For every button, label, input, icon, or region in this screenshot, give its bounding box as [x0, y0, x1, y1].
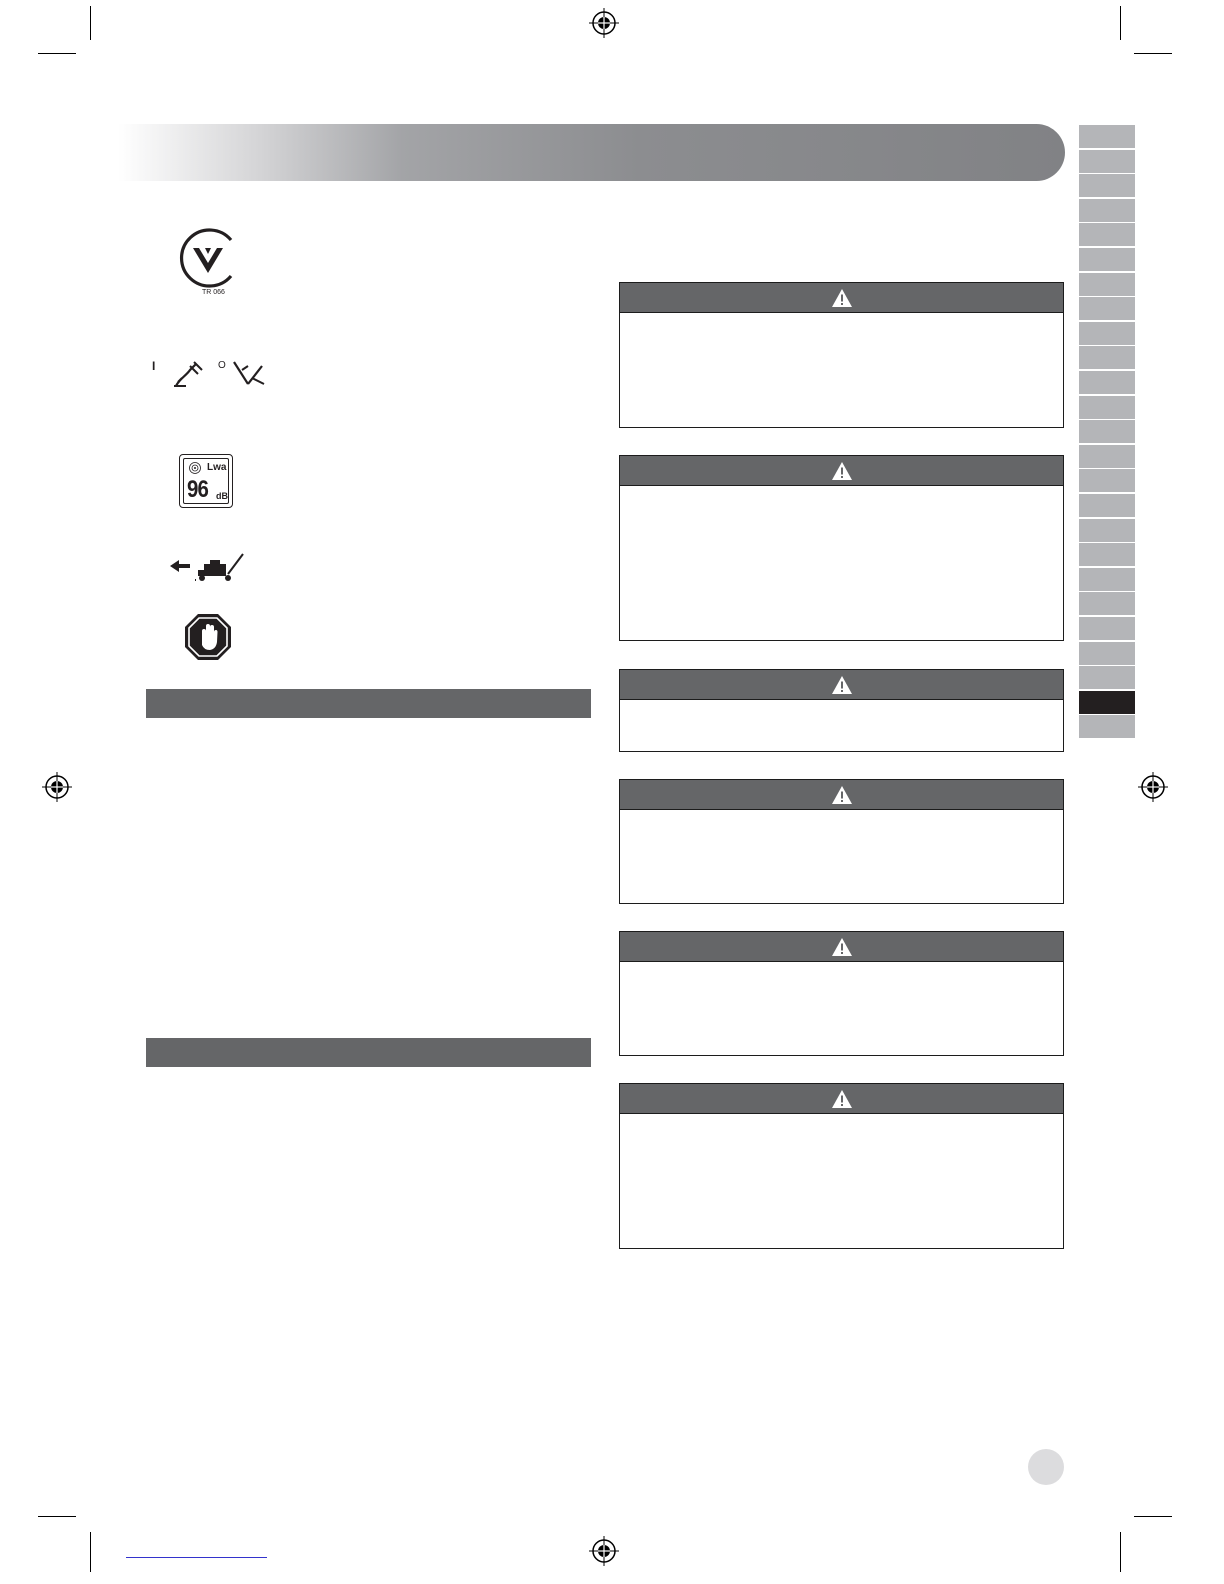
warning-box: [619, 779, 1064, 904]
side-index-tab: [1079, 592, 1135, 615]
crop-mark: [1134, 53, 1172, 54]
plug-connected-icon: [168, 356, 208, 390]
section-heading-bar: [146, 1038, 591, 1067]
sound-power-label: [179, 454, 233, 508]
side-index-tab: [1079, 273, 1135, 296]
side-index-tab: [1079, 617, 1135, 640]
warning-box-header: [620, 670, 1063, 700]
side-index-tab: [1079, 297, 1135, 320]
header-band: [118, 124, 1065, 181]
side-index-tab: [1079, 715, 1135, 738]
warning-box: [619, 282, 1064, 428]
warning-triangle-icon: [831, 675, 853, 695]
plug-disconnected-icon: [230, 356, 270, 390]
crop-mark: [90, 1532, 91, 1572]
side-index-tab: [1079, 666, 1135, 689]
side-index-tab: [1079, 543, 1135, 566]
warning-triangle-icon: [831, 937, 853, 957]
side-index-tab: [1079, 568, 1135, 591]
crop-mark: [1120, 1532, 1121, 1572]
crop-mark: [38, 1516, 76, 1517]
warning-box: [619, 931, 1064, 1056]
side-index-tab: [1079, 150, 1135, 173]
sound-power-value: 96: [187, 476, 208, 503]
switch-off-mark: O: [218, 360, 226, 371]
side-index-tab: [1079, 199, 1135, 222]
sound-power-unit: dB: [216, 491, 228, 501]
registration-mark-icon: [42, 772, 72, 802]
side-index-tab: [1079, 494, 1135, 517]
warning-box-header: [620, 780, 1063, 810]
side-index-tab: [1079, 445, 1135, 468]
mower-direction-icon: [170, 552, 246, 584]
side-index-tab: [1079, 322, 1135, 345]
switch-on-mark: I: [152, 359, 156, 373]
side-index-tab: [1079, 248, 1135, 271]
side-index-tab: [1079, 469, 1135, 492]
side-index-tab: [1079, 346, 1135, 369]
warning-triangle-icon: [831, 461, 853, 481]
certification-code: TR 066: [202, 289, 225, 296]
warning-box-header: [620, 932, 1063, 962]
warning-triangle-icon: [831, 785, 853, 805]
warning-box-header: [620, 283, 1063, 313]
warning-box-header: [620, 1084, 1063, 1114]
section-heading-bar: [146, 689, 591, 718]
registration-mark-icon: [1138, 772, 1168, 802]
warning-box: [619, 669, 1064, 752]
warning-box: [619, 455, 1064, 641]
side-index-tab: [1079, 125, 1135, 148]
warning-box: [619, 1083, 1064, 1249]
crop-mark: [1120, 6, 1121, 40]
footer-link[interactable]: [126, 1557, 267, 1558]
warning-triangle-icon: [831, 288, 853, 308]
warning-triangle-icon: [831, 1089, 853, 1109]
page-number-marker: [1028, 1449, 1064, 1485]
crop-mark: [38, 53, 76, 54]
side-index-tab: [1079, 371, 1135, 394]
warning-box-header: [620, 456, 1063, 486]
side-index-tab: [1079, 223, 1135, 246]
switch-symbols: [150, 356, 270, 392]
side-index-tab-active: [1079, 691, 1135, 714]
certification-mark-icon: [176, 226, 240, 290]
side-index-tab: [1079, 519, 1135, 542]
side-index-tab: [1079, 642, 1135, 665]
crop-mark: [1134, 1516, 1172, 1517]
side-index-tab: [1079, 174, 1135, 197]
crop-mark: [90, 6, 91, 40]
side-index-tab: [1079, 420, 1135, 443]
stop-hand-icon: [184, 613, 232, 661]
sound-power-symbol: Lwa: [207, 462, 227, 473]
speaker-icon: [188, 461, 202, 475]
side-index-tab: [1079, 396, 1135, 419]
registration-mark-icon: [589, 1536, 619, 1566]
certification-mark: [176, 226, 240, 302]
registration-mark-icon: [589, 8, 619, 38]
